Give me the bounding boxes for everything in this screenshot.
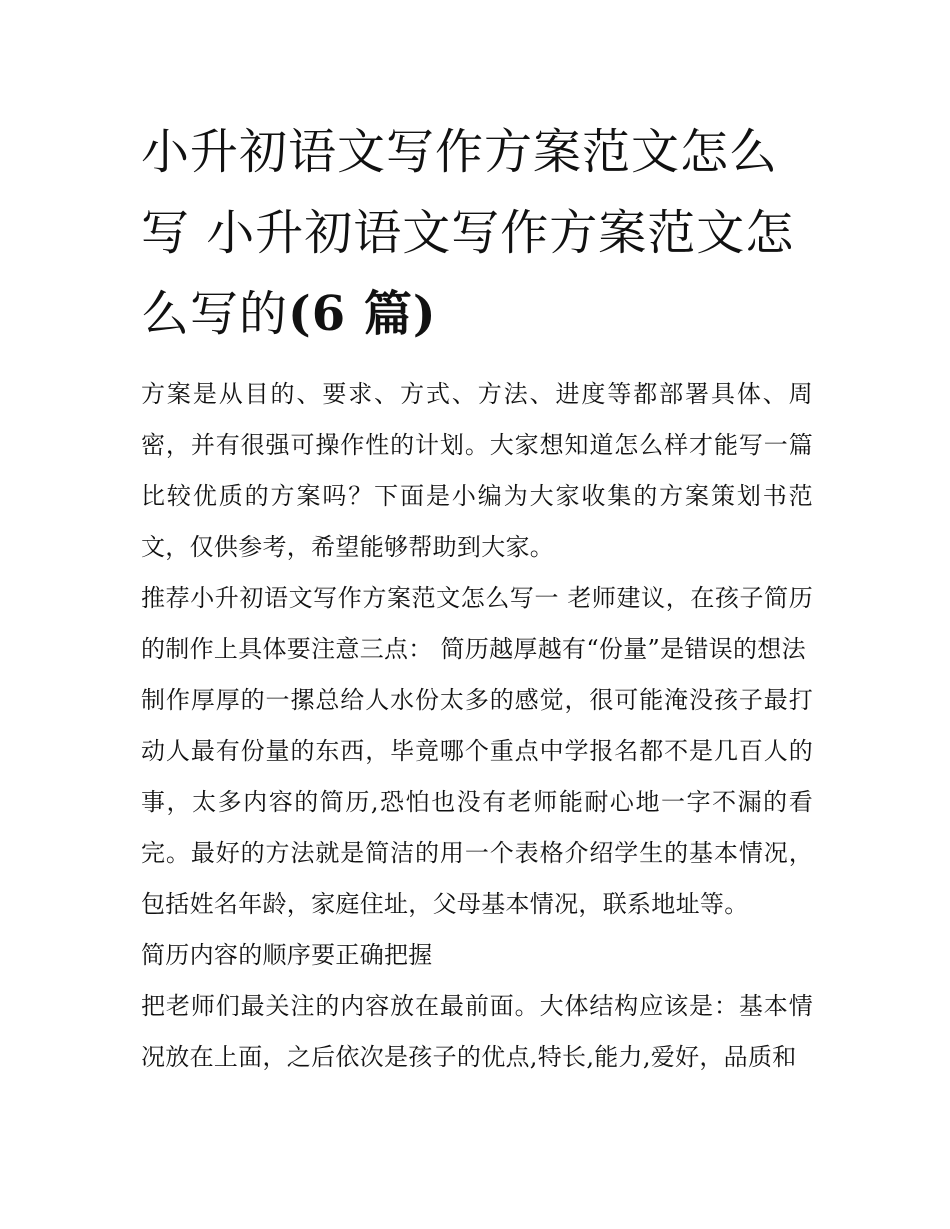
title-count: (6 篇): [288, 286, 437, 342]
document-title: 小升初语文写作方案范文怎么写 小升初语文写作方案范文怎么写的(6 篇): [141, 124, 795, 342]
paragraph-structure: 把老师们最关注的内容放在最前面。大体结构应该是：基本情况放在上面，之后依次是孩子的优点,特长,能力,爱好，品质和: [141, 992, 813, 1071]
paragraph-order-heading: 简历内容的顺序要正确把握: [141, 941, 433, 969]
paragraph-thick-resume: 制作厚厚的一摞总给人水份太多的感觉，很可能淹没孩子最打动人最有份量的东西，毕竟哪个重点中学报名都不是几百人的事，太多内容的简历,恐怕也没有老师能耐心地一字不漏的看完。最好的方法就是简洁的用一个表格介绍学生的基本情况，包括姓名年龄，家庭住址，父母基本情况，联系地址等。: [141, 686, 813, 918]
document-content: [141, 112, 813, 1083]
paragraph-intro: 方案是从目的、要求、方式、方法、进度等都部署具体、周密，并有很强可操作性的计划。大家想知道怎么样才能写一篇比较优质的方案吗？下面是小编为大家收集的方案策划书范文，仅供参考，希望能够帮助到大家。: [141, 380, 813, 561]
paragraph-recommendation: 推荐小升初语文写作方案范文怎么写一 老师建议，在孩子简历的制作上具体要注意三点： 简历越厚越有“份量”是错误的想法: [141, 584, 813, 663]
document-body: [141, 369, 813, 1083]
